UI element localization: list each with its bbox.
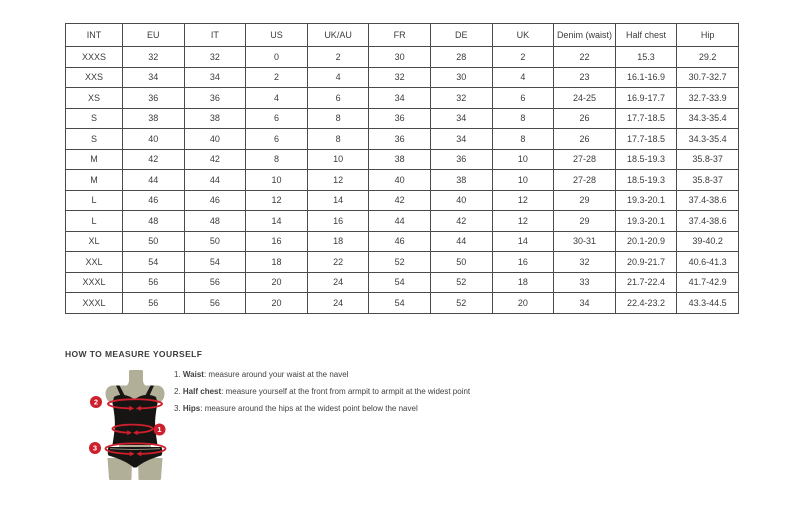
size-row — [66, 149, 739, 170]
size-cell: 8 — [307, 108, 369, 129]
size-cell: 16 — [246, 231, 308, 252]
step-label: Hips — [182, 404, 201, 413]
size-cell: 44 — [184, 170, 246, 191]
size-cell: 14 — [492, 231, 554, 252]
step-text: : measure yourself at the front from armpit to armpit at the widest point — [221, 387, 471, 396]
size-cell: 4 — [492, 67, 554, 88]
size-cell: 32 — [369, 67, 431, 88]
size-cell: 23 — [554, 67, 616, 88]
size-cell: 43.3-44.5 — [677, 293, 739, 314]
size-cell: 16 — [492, 252, 554, 273]
size-chart-body — [66, 47, 739, 314]
size-cell: 6 — [246, 108, 308, 129]
size-cell: 20.9-21.7 — [615, 252, 677, 273]
size-cell: 12 — [307, 170, 369, 191]
size-cell: 34 — [554, 293, 616, 314]
size-cell: 42 — [123, 149, 185, 170]
chest-marker-badge — [90, 396, 102, 408]
size-cell: 48 — [184, 211, 246, 232]
column-header: US — [246, 24, 308, 47]
size-chart-table — [65, 23, 739, 314]
size-cell: 34 — [430, 108, 492, 129]
size-cell: 30 — [369, 47, 431, 68]
size-cell: XXXL — [66, 293, 123, 314]
size-cell: 20.1-20.9 — [615, 231, 677, 252]
step-number: 1. — [174, 370, 181, 379]
column-header: Half chest — [615, 24, 677, 47]
size-cell: 32 — [123, 47, 185, 68]
size-cell: 46 — [184, 190, 246, 211]
size-cell: 30.7-32.7 — [677, 67, 739, 88]
size-cell: 56 — [123, 293, 185, 314]
size-row — [66, 211, 739, 232]
size-cell: M — [66, 149, 123, 170]
size-cell: XXL — [66, 252, 123, 273]
size-cell: 36 — [430, 149, 492, 170]
size-row — [66, 231, 739, 252]
size-cell: 32 — [184, 47, 246, 68]
size-cell: 50 — [430, 252, 492, 273]
column-header: UK/AU — [307, 24, 369, 47]
step-label: Half chest — [182, 387, 222, 396]
size-cell: 38 — [123, 108, 185, 129]
size-cell: 8 — [492, 129, 554, 150]
column-header: Denim (waist) — [554, 24, 616, 47]
size-cell: XXXS — [66, 47, 123, 68]
size-cell: XS — [66, 88, 123, 109]
size-cell: 10 — [492, 149, 554, 170]
size-cell: 34 — [123, 67, 185, 88]
header-row — [66, 24, 739, 47]
size-cell: 38 — [184, 108, 246, 129]
size-cell: 35.8-37 — [677, 170, 739, 191]
size-cell: 42 — [184, 149, 246, 170]
size-cell: L — [66, 211, 123, 232]
size-row — [66, 252, 739, 273]
size-cell: 30-31 — [554, 231, 616, 252]
size-cell: 32.7-33.9 — [677, 88, 739, 109]
step-text: : measure around the hips at the widest point below the navel — [200, 404, 418, 413]
size-cell: 33 — [554, 272, 616, 293]
size-cell: 6 — [492, 88, 554, 109]
size-cell: 50 — [123, 231, 185, 252]
size-cell: 32 — [554, 252, 616, 273]
size-cell: 16 — [307, 211, 369, 232]
size-cell: 44 — [369, 211, 431, 232]
size-chart-header — [66, 24, 739, 47]
size-cell: 15.3 — [615, 47, 677, 68]
size-cell: 22.4-23.2 — [615, 293, 677, 314]
size-row — [66, 47, 739, 68]
size-cell: 20 — [246, 272, 308, 293]
size-cell: 22 — [307, 252, 369, 273]
size-cell: 36 — [123, 88, 185, 109]
size-cell: 14 — [246, 211, 308, 232]
size-cell: 4 — [307, 67, 369, 88]
size-cell: 29.2 — [677, 47, 739, 68]
size-cell: 2 — [307, 47, 369, 68]
step-number: 3. — [174, 404, 181, 413]
size-cell: 27-28 — [554, 170, 616, 191]
measure-title: HOW TO MEASURE YOURSELF — [65, 349, 203, 359]
size-row — [66, 190, 739, 211]
column-header: IT — [184, 24, 246, 47]
size-row — [66, 88, 739, 109]
size-cell: 6 — [307, 88, 369, 109]
size-cell: 4 — [246, 88, 308, 109]
size-cell: 10 — [307, 149, 369, 170]
size-cell: M — [66, 170, 123, 191]
size-cell: 27-28 — [554, 149, 616, 170]
size-cell: 18 — [492, 272, 554, 293]
size-cell: 52 — [369, 252, 431, 273]
size-cell: 18.5-19.3 — [615, 170, 677, 191]
size-cell: 36 — [369, 129, 431, 150]
step-number: 2. — [174, 387, 181, 396]
size-cell: 40 — [184, 129, 246, 150]
size-cell: 10 — [246, 170, 308, 191]
column-header: EU — [123, 24, 185, 47]
size-cell: 6 — [246, 129, 308, 150]
size-cell: 35.8-37 — [677, 149, 739, 170]
size-cell: 2 — [246, 67, 308, 88]
size-cell: 26 — [554, 108, 616, 129]
size-cell: 40 — [430, 190, 492, 211]
size-cell: 24 — [307, 272, 369, 293]
size-cell: 20 — [246, 293, 308, 314]
hips-marker-badge — [89, 442, 101, 454]
step-text: : measure around your waist at the navel — [203, 370, 349, 379]
size-cell: 16.9-17.7 — [615, 88, 677, 109]
size-cell: 10 — [492, 170, 554, 191]
measure-steps — [174, 370, 470, 421]
size-cell: 37.4-38.6 — [677, 190, 739, 211]
size-cell: 12 — [492, 211, 554, 232]
column-header: DE — [430, 24, 492, 47]
size-cell: 42 — [430, 211, 492, 232]
size-cell: 16.1-16.9 — [615, 67, 677, 88]
size-cell: 21.7-22.4 — [615, 272, 677, 293]
size-cell: 56 — [184, 293, 246, 314]
size-cell: 29 — [554, 211, 616, 232]
size-row — [66, 293, 739, 314]
column-header: INT — [66, 24, 123, 47]
size-cell: 29 — [554, 190, 616, 211]
size-cell: 12 — [246, 190, 308, 211]
size-cell: 32 — [430, 88, 492, 109]
size-cell: 0 — [246, 47, 308, 68]
size-cell: 18.5-19.3 — [615, 149, 677, 170]
size-cell: 56 — [184, 272, 246, 293]
step-label: Waist — [182, 370, 204, 379]
size-row — [66, 67, 739, 88]
size-cell: XXXL — [66, 272, 123, 293]
size-cell: 52 — [430, 293, 492, 314]
size-cell: 40 — [123, 129, 185, 150]
size-row — [66, 272, 739, 293]
size-cell: 19.3-20.1 — [615, 190, 677, 211]
size-cell: L — [66, 190, 123, 211]
size-cell: 46 — [123, 190, 185, 211]
size-cell: 24-25 — [554, 88, 616, 109]
size-row — [66, 108, 739, 129]
size-cell: 34 — [369, 88, 431, 109]
size-cell: 17.7-18.5 — [615, 129, 677, 150]
size-cell: 54 — [184, 252, 246, 273]
hips-marker-number: 3 — [92, 443, 98, 453]
size-cell: 34.3-35.4 — [677, 108, 739, 129]
swimsuit-top — [113, 395, 158, 445]
size-cell: 28 — [430, 47, 492, 68]
size-cell: 8 — [307, 129, 369, 150]
size-cell: 54 — [369, 293, 431, 314]
size-cell: 22 — [554, 47, 616, 68]
column-header: UK — [492, 24, 554, 47]
size-cell: 18 — [246, 252, 308, 273]
measure-step-half-chest — [174, 387, 470, 397]
size-cell: 2 — [492, 47, 554, 68]
size-cell: 44 — [123, 170, 185, 191]
size-cell: 54 — [123, 252, 185, 273]
size-row — [66, 170, 739, 191]
size-cell: 8 — [246, 149, 308, 170]
size-cell: S — [66, 108, 123, 129]
measure-step-hips — [174, 404, 470, 414]
size-cell: 14 — [307, 190, 369, 211]
size-cell: 36 — [369, 108, 431, 129]
size-cell: 54 — [369, 272, 431, 293]
size-row — [66, 129, 739, 150]
size-cell: 30 — [430, 67, 492, 88]
size-cell: 26 — [554, 129, 616, 150]
size-cell: 8 — [492, 108, 554, 129]
size-cell: 40.6-41.3 — [677, 252, 739, 273]
size-cell: 56 — [123, 272, 185, 293]
size-cell: 50 — [184, 231, 246, 252]
size-cell: 18 — [307, 231, 369, 252]
size-cell: 20 — [492, 293, 554, 314]
size-cell: 12 — [492, 190, 554, 211]
mannequin-neck — [126, 370, 146, 386]
mannequin-illustration — [86, 370, 176, 482]
size-cell: 40 — [369, 170, 431, 191]
size-cell: 34 — [184, 67, 246, 88]
size-cell: 48 — [123, 211, 185, 232]
column-header: Hip — [677, 24, 739, 47]
size-cell: 37.4-38.6 — [677, 211, 739, 232]
size-cell: 36 — [184, 88, 246, 109]
size-cell: S — [66, 129, 123, 150]
size-cell: 34 — [430, 129, 492, 150]
waist-marker-badge — [154, 424, 166, 436]
size-cell: 42 — [369, 190, 431, 211]
size-cell: 24 — [307, 293, 369, 314]
measure-step-waist — [174, 370, 470, 380]
size-cell: 46 — [369, 231, 431, 252]
size-cell: XL — [66, 231, 123, 252]
size-cell: 38 — [369, 149, 431, 170]
size-cell: 41.7-42.9 — [677, 272, 739, 293]
size-cell: 34.3-35.4 — [677, 129, 739, 150]
chest-marker-number: 2 — [93, 397, 99, 407]
column-header: FR — [369, 24, 431, 47]
waist-marker-number: 1 — [157, 425, 162, 435]
size-cell: 38 — [430, 170, 492, 191]
size-cell: 19.3-20.1 — [615, 211, 677, 232]
size-cell: XXS — [66, 67, 123, 88]
size-cell: 44 — [430, 231, 492, 252]
size-cell: 17.7-18.5 — [615, 108, 677, 129]
size-cell: 52 — [430, 272, 492, 293]
size-cell: 39-40.2 — [677, 231, 739, 252]
